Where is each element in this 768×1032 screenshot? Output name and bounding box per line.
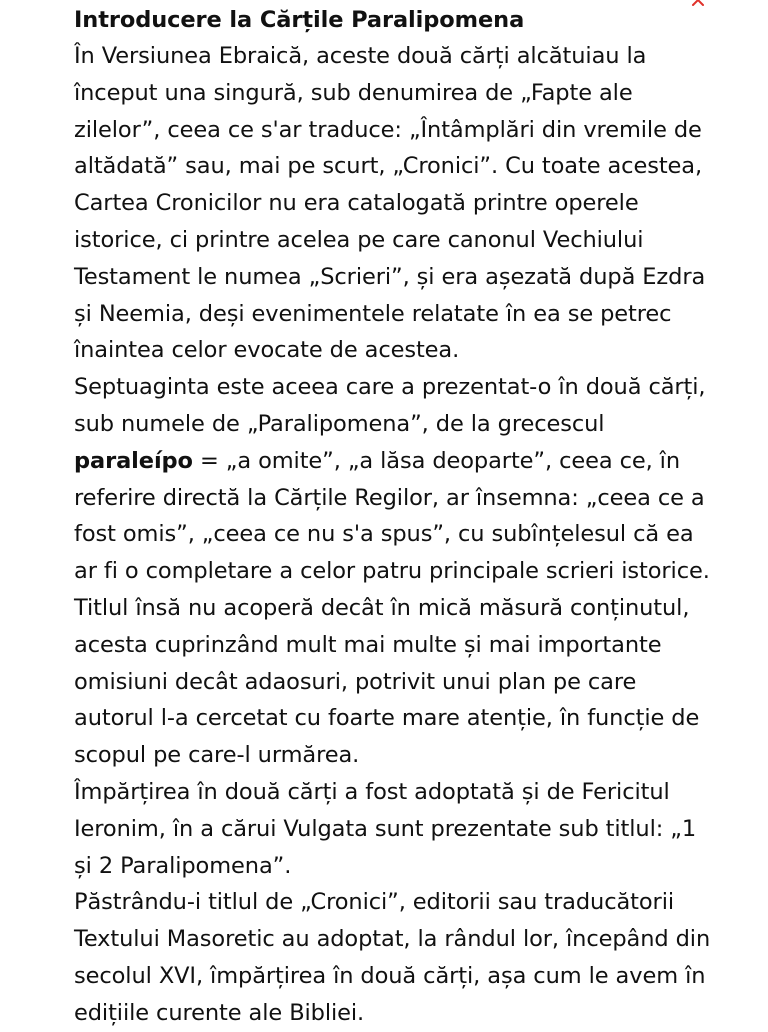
document-title: Introducere la Cărțile Paralipomena [74,7,525,33]
paragraph-3-text: Împărțirea în două cărți a fost adoptată și de Fericitul Ieronim, în a cărui Vulgata sunt prezentate sub titlul: „1 și 2 Paralipomena”. [74,778,697,879]
greek-term: paraleípo [74,447,193,474]
paragraph-4 [74,884,714,1031]
paragraph-3 [74,774,714,884]
paragraph-2-text-end: = „a omite”, „a lăsa deoparte”, ceea ce, în referire directă la Cărțile Regilor, ar însemna: „ceea ce a fost omis”, „ceea ce nu s'a spus”, cu subînțelesul că ea ar fi o completare a celor patru principale scrieri istorice. Titlul însă nu acoperă decât în mică măsură conținutul, acesta cuprinzând mult mai multe și mai importante omisiuni decât adaosuri, potrivit unui plan pe care autorul l-a cercetat cu foarte mare atenție, în funcție de scopul pe care-l urmărea. [74,447,710,769]
paragraph-1 [74,38,714,369]
document-body [74,2,714,1032]
paragraph-1-text: În Versiunea Ebraică, aceste două cărți alcătuiau la început una singură, sub denumirea de „Fapte ale zilelor”, ceea ce s'ar traduce: „Întâmplări din vremile de altădată” sau, mai pe scurt, „Cronici”. Cu toate acestea, Cartea Cronicilor nu era catalogată printre operele istorice, ci printre acelea pe care canonul Vechiului Testament le numea „Scrieri”, și era așezată după Ezdra și Neemia, deși evenimentele relatate în ea se petrec înaintea celor evocate de acestea. [74,43,706,364]
paragraph-2-text-start: Septuaginta este aceea care a prezentat-o în două cărți, sub numele de „Paralipomena”, de la grecescul [74,374,706,437]
paragraph-4-text: Păstrându-i titlul de „Cronici”, editorii sau traducătorii Textului Masoretic au adoptat, la rândul lor, începând din secolul XVI, împărțirea în două cărți, așa cum le avem în edițiile curente ale Bibliei. [74,889,711,1026]
paragraph-2 [74,369,714,774]
